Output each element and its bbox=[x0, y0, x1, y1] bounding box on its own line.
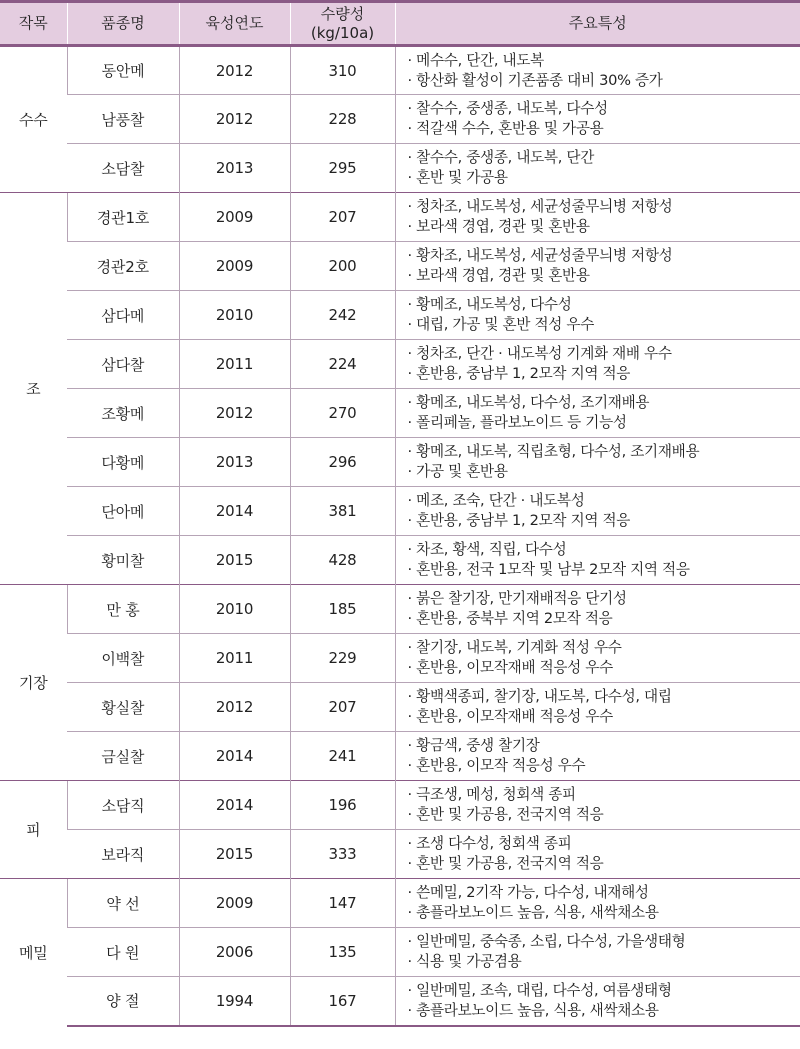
yield-cell: 196 bbox=[290, 781, 395, 830]
feature-line-2: · 폴리페놀, 플라보노이드 등 기능성 bbox=[407, 414, 627, 431]
features-cell bbox=[395, 928, 800, 977]
year-cell: 2012 bbox=[179, 389, 290, 438]
feature-line-1: · 찰기장, 내도복, 기계화 적성 우수 bbox=[407, 639, 622, 656]
feature-line-1: · 메조, 조숙, 단간 · 내도복성 bbox=[407, 492, 585, 509]
yield-cell: 270 bbox=[290, 389, 395, 438]
feature-line-1: · 황금색, 중생 찰기장 bbox=[407, 737, 540, 754]
feature-line-2: · 혼반용, 중남부 1, 2모작 지역 적응 bbox=[407, 512, 631, 529]
variety-cell: 다 원 bbox=[67, 928, 179, 977]
year-cell: 2009 bbox=[179, 879, 290, 928]
feature-line-2: · 대립, 가공 및 혼반 적성 우수 bbox=[407, 316, 594, 333]
year-cell: 2009 bbox=[179, 242, 290, 291]
table-row bbox=[0, 879, 800, 928]
feature-line-2: · 보라색 경엽, 경관 및 혼반용 bbox=[407, 218, 590, 235]
year-cell: 2012 bbox=[179, 95, 290, 144]
variety-cell: 약 선 bbox=[67, 879, 179, 928]
feature-line-2: · 식용 및 가공겸용 bbox=[407, 953, 522, 970]
table-row bbox=[0, 95, 800, 144]
feature-line-1: · 황메조, 내도복, 직립초형, 다수성, 조기재배용 bbox=[407, 443, 700, 460]
features-cell bbox=[395, 291, 800, 340]
features-cell bbox=[395, 683, 800, 732]
feature-line-2: · 항산화 활성이 기존품종 대비 30% 증가 bbox=[407, 71, 663, 89]
yield-cell: 185 bbox=[290, 585, 395, 634]
variety-cell: 소담직 bbox=[67, 781, 179, 830]
variety-cell: 조황메 bbox=[67, 389, 179, 438]
table-row bbox=[0, 242, 800, 291]
year-cell: 2009 bbox=[179, 193, 290, 242]
feature-line-2: · 혼반용, 이모작 적응성 우수 bbox=[407, 757, 586, 774]
features-cell bbox=[395, 193, 800, 242]
feature-line-1: · 황메조, 내도복성, 다수성 bbox=[407, 296, 572, 313]
feature-line-2: · 적갈색 수수, 혼반용 및 가공용 bbox=[407, 120, 604, 137]
table-row bbox=[0, 732, 800, 781]
header-yield-label: 수량성 bbox=[320, 4, 365, 23]
yield-cell: 229 bbox=[290, 634, 395, 683]
feature-line-1: · 황백색종피, 찰기장, 내도복, 다수성, 대립 bbox=[407, 688, 672, 705]
features-cell bbox=[395, 634, 800, 683]
variety-cell: 황실찰 bbox=[67, 683, 179, 732]
features-cell bbox=[395, 95, 800, 144]
variety-cell: 이백찰 bbox=[67, 634, 179, 683]
variety-cell: 보라직 bbox=[67, 830, 179, 879]
header-yield-unit: (kg/10a) bbox=[310, 23, 375, 42]
feature-line-2: · 혼반 및 가공용, 전국지역 적응 bbox=[407, 855, 604, 872]
features-cell bbox=[395, 144, 800, 193]
yield-cell: 296 bbox=[290, 438, 395, 487]
variety-cell: 금실찰 bbox=[67, 732, 179, 781]
features-cell bbox=[395, 781, 800, 830]
feature-line-1: · 황메조, 내도복성, 다수성, 조기재배용 bbox=[407, 394, 650, 411]
feature-line-2: · 혼반용, 중남부 1, 2모작 지역 적응 bbox=[407, 365, 631, 382]
table-row bbox=[0, 830, 800, 879]
header-year: 육성연도 bbox=[179, 2, 290, 46]
variety-cell: 경관2호 bbox=[67, 242, 179, 291]
table-body bbox=[0, 46, 800, 1026]
variety-cell: 양 절 bbox=[67, 977, 179, 1026]
yield-cell: 242 bbox=[290, 291, 395, 340]
crop-cell: 수수 bbox=[0, 46, 67, 193]
year-cell: 2013 bbox=[179, 144, 290, 193]
table-row bbox=[0, 634, 800, 683]
year-cell: 2010 bbox=[179, 585, 290, 634]
table-row bbox=[0, 536, 800, 585]
variety-cell: 단아메 bbox=[67, 487, 179, 536]
features-cell bbox=[395, 585, 800, 634]
variety-cell: 경관1호 bbox=[67, 193, 179, 242]
variety-cell: 만 홍 bbox=[67, 585, 179, 634]
feature-line-2: · 혼반 및 가공용, 전국지역 적응 bbox=[407, 806, 604, 823]
feature-line-1: · 찰수수, 중생종, 내도복, 단간 bbox=[407, 149, 594, 166]
yield-cell: 310 bbox=[290, 46, 395, 95]
feature-line-2: · 혼반용, 전국 1모작 및 남부 2모작 지역 적응 bbox=[407, 561, 690, 578]
feature-line-1: · 메수수, 단간, 내도복 bbox=[407, 51, 544, 69]
yield-cell: 428 bbox=[290, 536, 395, 585]
feature-line-2: · 총플라보노이드 높음, 식용, 새싹채소용 bbox=[407, 904, 659, 921]
feature-line-1: · 황차조, 내도복성, 세균성줄무늬병 저항성 bbox=[407, 247, 673, 264]
year-cell: 2015 bbox=[179, 830, 290, 879]
year-cell: 2014 bbox=[179, 732, 290, 781]
feature-line-2: · 혼반용, 중북부 지역 2모작 적응 bbox=[407, 610, 613, 627]
header-variety: 품종명 bbox=[67, 2, 179, 46]
features-cell bbox=[395, 438, 800, 487]
table-row bbox=[0, 389, 800, 438]
variety-cell: 동안메 bbox=[67, 46, 179, 95]
year-cell: 2013 bbox=[179, 438, 290, 487]
crop-cell: 메밀 bbox=[0, 879, 67, 1026]
feature-line-1: · 조생 다수성, 청회색 종피 bbox=[407, 835, 572, 852]
year-cell: 1994 bbox=[179, 977, 290, 1026]
table-row bbox=[0, 585, 800, 634]
table-row bbox=[0, 291, 800, 340]
year-cell: 2006 bbox=[179, 928, 290, 977]
table-row bbox=[0, 438, 800, 487]
feature-line-1: · 차조, 황색, 직립, 다수성 bbox=[407, 541, 567, 558]
table-row bbox=[0, 487, 800, 536]
feature-line-1: · 찰수수, 중생종, 내도복, 다수성 bbox=[407, 100, 608, 117]
feature-line-2: · 총플라보노이드 높음, 식용, 새싹채소용 bbox=[407, 1001, 659, 1019]
yield-cell: 135 bbox=[290, 928, 395, 977]
yield-cell: 295 bbox=[290, 144, 395, 193]
variety-cell: 소담찰 bbox=[67, 144, 179, 193]
feature-line-2: · 혼반용, 이모작재배 적응성 우수 bbox=[407, 659, 613, 676]
table-row bbox=[0, 144, 800, 193]
feature-line-1: · 붉은 찰기장, 만기재배적응 단기성 bbox=[407, 590, 627, 607]
feature-line-2: · 혼반 및 가공용 bbox=[407, 169, 508, 186]
crop-cell: 피 bbox=[0, 781, 67, 879]
table-row bbox=[0, 193, 800, 242]
features-cell bbox=[395, 46, 800, 95]
feature-line-1: · 일반메밀, 중숙종, 소립, 다수성, 가을생태형 bbox=[407, 933, 686, 950]
feature-line-2: · 혼반용, 이모작재배 적응성 우수 bbox=[407, 708, 613, 725]
yield-cell: 207 bbox=[290, 683, 395, 732]
header-crop: 작목 bbox=[0, 2, 67, 46]
features-cell bbox=[395, 340, 800, 389]
yield-cell: 167 bbox=[290, 977, 395, 1026]
feature-line-1: · 극조생, 메성, 청회색 종피 bbox=[407, 786, 576, 803]
header-row bbox=[0, 2, 800, 46]
table-row bbox=[0, 977, 800, 1026]
features-cell bbox=[395, 830, 800, 879]
year-cell: 2012 bbox=[179, 46, 290, 95]
features-cell bbox=[395, 879, 800, 928]
variety-cell: 삼다메 bbox=[67, 291, 179, 340]
year-cell: 2014 bbox=[179, 487, 290, 536]
year-cell: 2010 bbox=[179, 291, 290, 340]
feature-line-1: · 청차조, 단간 · 내도복성 기계화 재배 우수 bbox=[407, 345, 672, 362]
features-cell bbox=[395, 389, 800, 438]
features-cell bbox=[395, 242, 800, 291]
header-yield bbox=[290, 2, 395, 46]
table-row bbox=[0, 46, 800, 95]
feature-line-2: · 가공 및 혼반용 bbox=[407, 463, 508, 480]
feature-line-1: · 일반메밀, 조속, 대립, 다수성, 여름생태형 bbox=[407, 981, 672, 999]
yield-cell: 381 bbox=[290, 487, 395, 536]
features-cell bbox=[395, 977, 800, 1026]
yield-cell: 241 bbox=[290, 732, 395, 781]
yield-cell: 200 bbox=[290, 242, 395, 291]
features-cell bbox=[395, 536, 800, 585]
variety-cell: 남풍찰 bbox=[67, 95, 179, 144]
table-row bbox=[0, 340, 800, 389]
year-cell: 2011 bbox=[179, 634, 290, 683]
header-features: 주요특성 bbox=[395, 2, 800, 46]
year-cell: 2011 bbox=[179, 340, 290, 389]
variety-cell: 삼다찰 bbox=[67, 340, 179, 389]
year-cell: 2015 bbox=[179, 536, 290, 585]
features-cell bbox=[395, 487, 800, 536]
yield-cell: 147 bbox=[290, 879, 395, 928]
feature-line-1: · 쓴메밀, 2기작 가능, 다수성, 내재해성 bbox=[407, 884, 649, 901]
yield-cell: 207 bbox=[290, 193, 395, 242]
table-row bbox=[0, 683, 800, 732]
table-row bbox=[0, 928, 800, 977]
variety-cell: 황미찰 bbox=[67, 536, 179, 585]
variety-cell: 다황메 bbox=[67, 438, 179, 487]
yield-cell: 333 bbox=[290, 830, 395, 879]
table-header bbox=[0, 2, 800, 46]
feature-line-1: · 청차조, 내도복성, 세균성줄무늬병 저항성 bbox=[407, 198, 673, 215]
table-row bbox=[0, 781, 800, 830]
feature-line-2: · 보라색 경엽, 경관 및 혼반용 bbox=[407, 267, 590, 284]
crop-cell: 기장 bbox=[0, 585, 67, 781]
crop-cell: 조 bbox=[0, 193, 67, 585]
year-cell: 2014 bbox=[179, 781, 290, 830]
features-cell bbox=[395, 732, 800, 781]
yield-cell: 228 bbox=[290, 95, 395, 144]
yield-cell: 224 bbox=[290, 340, 395, 389]
year-cell: 2012 bbox=[179, 683, 290, 732]
